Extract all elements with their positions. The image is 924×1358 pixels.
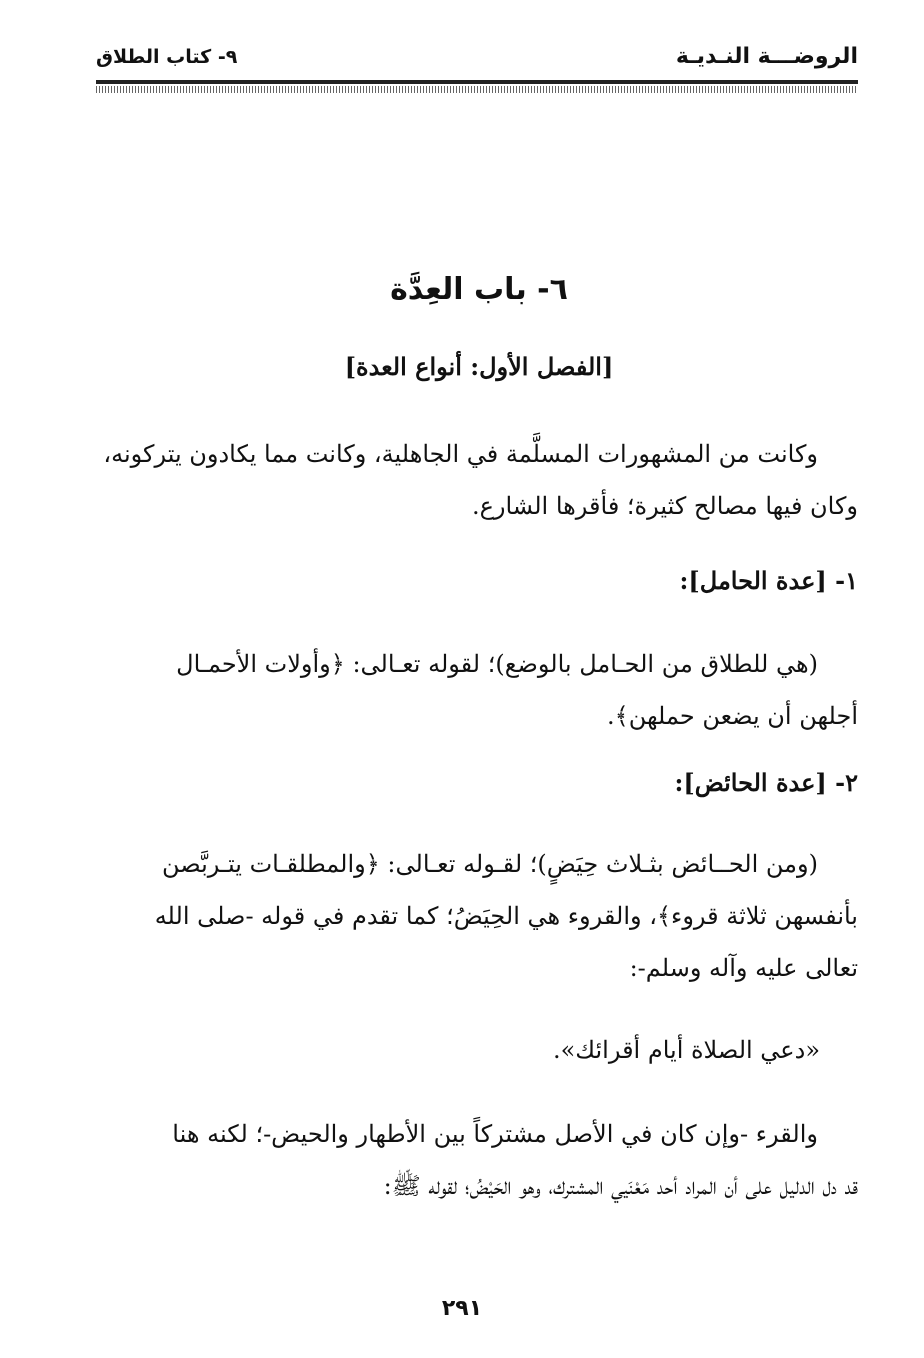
closing-paragraph [100, 1108, 858, 1212]
intro-line-2: وكان فيها مصالح كثيرة؛ فأقرها الشارع. [471, 492, 858, 520]
chapter-heading: ٦- باب العِدَّة [390, 272, 568, 307]
header-rule-hatch [96, 86, 858, 93]
chapter-title: ٩- كتاب الطلاق [96, 46, 238, 68]
running-header [96, 38, 858, 78]
intro-paragraph [100, 428, 858, 532]
item1-heading: ١- [عدة الحامل]: [679, 566, 858, 595]
item2-line-3: تعالى عليه وآله وسلم-: [629, 954, 858, 982]
page-number: ٢٩١ [441, 1296, 483, 1321]
header-rule [96, 80, 858, 84]
item2-paragraph [100, 838, 858, 994]
closing-line-2: قد دل الدليل على أن المراد أحد مَعْنَيي المشترك، وهو الحَيْضُ؛ لقوله ﷺ: [383, 1172, 858, 1200]
item1-line-1: (هي للطلاق من الحـامل بالوضع)؛ لقوله تعـالى: ﴿وأولات الأحمـال [176, 650, 818, 678]
item1-paragraph [100, 638, 858, 742]
closing-line-1: والقرء -وإن كان في الأصل مشتركاً بين الأطهار والحيض-؛ لكنه هنا [172, 1120, 818, 1148]
book-title: الروضـــة النـديـة [675, 44, 858, 69]
hadith-quote: «دعي الصلاة أيام أقرائك». [552, 1036, 820, 1064]
item1-line-2: أجلهن أن يضعن حملهن﴾. [607, 702, 858, 730]
section-heading: [الفصل الأول: أنواع العدة] [344, 352, 614, 381]
item2-line-2: بأنفسهن ثلاثة قروء﴾، والقروء هي الحِيَضُ؛ كما تقدم في قوله -صلى الله [154, 902, 858, 930]
item2-heading: ٢- [عدة الحائض]: [674, 768, 858, 797]
intro-line-1: وكانت من المشهورات المسلَّمة في الجاهلية، وكانت مما يكادون يتركونه، [103, 440, 818, 468]
item2-line-1: (ومن الحــائض بثـلاث حِيَضٍ)؛ لقـوله تعـالى: ﴿والمطلقـات يتـربَّصن [162, 850, 818, 878]
